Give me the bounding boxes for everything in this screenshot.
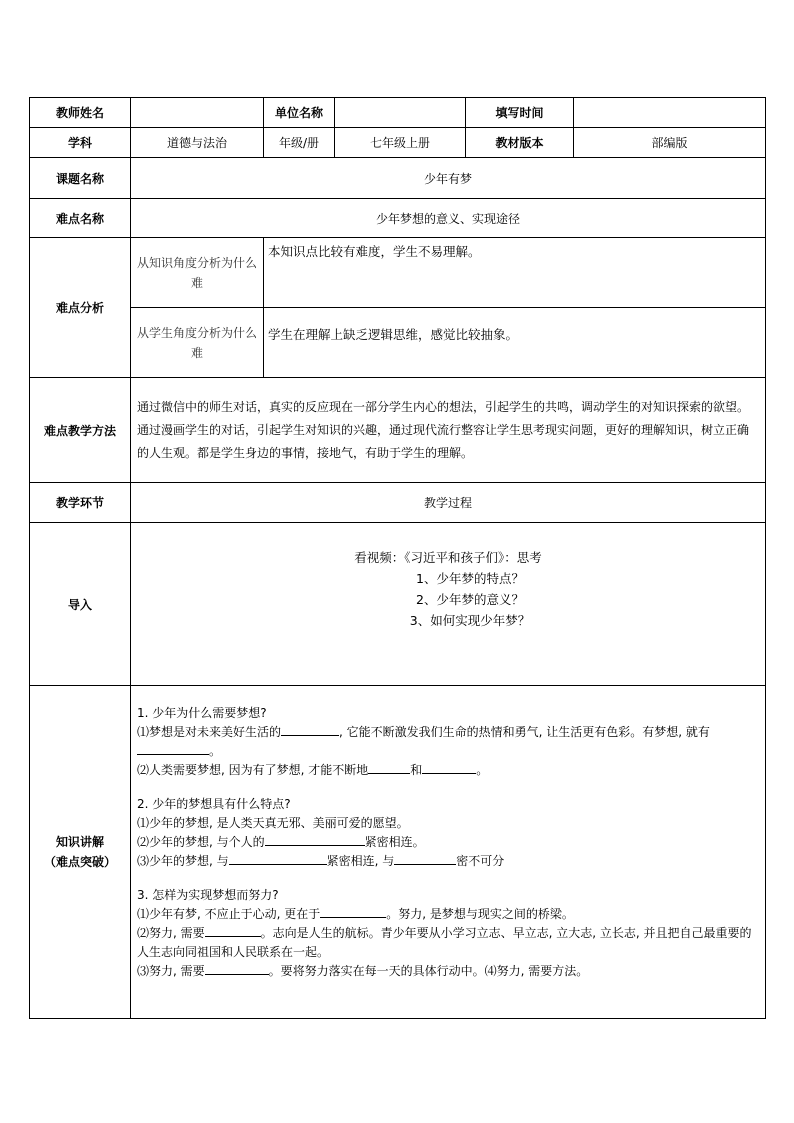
- fill-date-label: 填写时间: [466, 98, 574, 128]
- fill-blank[interactable]: [368, 761, 410, 774]
- intro-question-2: 2、少年梦的意义？: [416, 592, 524, 607]
- section-1-title: 1. 少年为什么需要梦想?: [137, 706, 267, 720]
- edition-label: 教材版本: [466, 128, 574, 158]
- section-2-line-2: ⑵少年的梦想, 与个人的 紧密相连。: [137, 835, 425, 849]
- subject-label: 学科: [30, 128, 131, 158]
- section-3: [137, 886, 759, 981]
- method-label: 难点教学方法: [30, 378, 131, 483]
- section-3-title: 3. 怎样为实现梦想而努力?: [137, 888, 279, 902]
- lesson-plan-table: [29, 97, 766, 1019]
- difficulty-value: 少年梦想的意义、实现途径: [131, 199, 766, 238]
- unit-name-label: 单位名称: [264, 98, 335, 128]
- analysis-label: 难点分析: [30, 238, 131, 378]
- process-header-row: [30, 483, 766, 523]
- section-1-line-1: ⑴梦想是对未来美好生活的 , 它能不断激发我们生命的热情和勇气, 让生活更有色彩。有梦想, 就有。: [137, 725, 710, 758]
- analysis-row-knowledge: [30, 238, 766, 308]
- teacher-name-value: [131, 98, 264, 128]
- knowledge-content: [131, 686, 766, 1019]
- fill-blank[interactable]: [422, 761, 476, 774]
- difficulty-row: [30, 199, 766, 238]
- fill-date-value: [574, 98, 766, 128]
- intro-title: 看视频：《习近平和孩子们》：思考: [354, 550, 542, 565]
- fill-blank[interactable]: [320, 905, 386, 918]
- intro-question-3: 3、如何实现少年梦？: [409, 613, 531, 628]
- edition-value: 部编版: [574, 128, 766, 158]
- student-angle-label: 从学生角度分析为什么难: [131, 308, 264, 378]
- section-3-line-2: ⑵努力, 需要 。志向是人生的航标。青少年要从小学习立志、早立志, 立大志, 立长志, 并且把自己最重要的人生志向同祖国和人民联系在一起。: [137, 926, 752, 959]
- teaching-step-label: 教学环节: [30, 483, 131, 523]
- header-row-2: [30, 128, 766, 158]
- lesson-title-row: [30, 158, 766, 199]
- header-row-1: [30, 98, 766, 128]
- section-3-line-3: ⑶努力, 需要 。要将努力落实在每一天的具体行动中。⑷努力, 需要方法。: [137, 964, 589, 978]
- section-2-line-1: ⑴少年的梦想, 是人类天真无邪、美丽可爱的愿望。: [137, 816, 409, 830]
- section-2: [137, 795, 759, 871]
- knowledge-label-line1: 知识讲解: [55, 835, 104, 849]
- grade-label: 年级/册: [264, 128, 335, 158]
- analysis-row-student: [30, 308, 766, 378]
- fill-blank[interactable]: [265, 833, 365, 846]
- intro-content: [131, 523, 766, 686]
- fill-blank[interactable]: [137, 742, 209, 755]
- lesson-title-label: 课题名称: [30, 158, 131, 199]
- method-text: 通过微信中的师生对话，真实的反应现在一部分学生内心的想法，引起学生的共鸣，调动学生的对知识探索的欲望。通过漫画学生的对话，引起学生对知识的兴趣，通过现代流行整容让学生思考现实问题，更好的理解知识，树立正确的人生观。都是学生身边的事情，接地气，有助于学生的理解。: [131, 378, 766, 483]
- intro-question-1: 1、少年梦的特点？: [416, 571, 524, 586]
- knowledge-label-line2: （难点突破）: [43, 855, 116, 869]
- fill-blank[interactable]: [394, 852, 456, 865]
- method-row: [30, 378, 766, 483]
- teacher-name-label: 教师姓名: [30, 98, 131, 128]
- student-angle-text: 学生在理解上缺乏逻辑思维，感觉比较抽象。: [264, 308, 766, 378]
- section-3-line-1: ⑴少年有梦, 不应止于心动, 更在于 。努力, 是梦想与现实之间的桥梁。: [137, 907, 574, 921]
- knowledge-angle-label: 从知识角度分析为什么难: [131, 238, 264, 308]
- intro-label: 导入: [30, 523, 131, 686]
- fill-blank[interactable]: [229, 852, 327, 865]
- fill-blank[interactable]: [281, 723, 339, 736]
- fill-blank[interactable]: [205, 962, 269, 975]
- fill-blank[interactable]: [205, 924, 261, 937]
- difficulty-label: 难点名称: [30, 199, 131, 238]
- teaching-process-label: 教学过程: [131, 483, 766, 523]
- section-1-line-2: ⑵人类需要梦想, 因为有了梦想, 才能不断地 和 。: [137, 763, 489, 777]
- grade-value: 七年级上册: [335, 128, 466, 158]
- subject-value: 道德与法治: [131, 128, 264, 158]
- lesson-title-value: 少年有梦: [131, 158, 766, 199]
- knowledge-angle-text: 本知识点比较有难度，学生不易理解。: [264, 238, 766, 308]
- section-2-title: 2. 少年的梦想具有什么特点?: [137, 797, 291, 811]
- knowledge-row: [30, 686, 766, 1019]
- knowledge-label: [30, 686, 131, 1019]
- section-2-line-3: ⑶少年的梦想, 与 紧密相连, 与 密不可分: [137, 854, 505, 868]
- intro-row: [30, 523, 766, 686]
- unit-name-value: [335, 98, 466, 128]
- section-1: [137, 704, 759, 780]
